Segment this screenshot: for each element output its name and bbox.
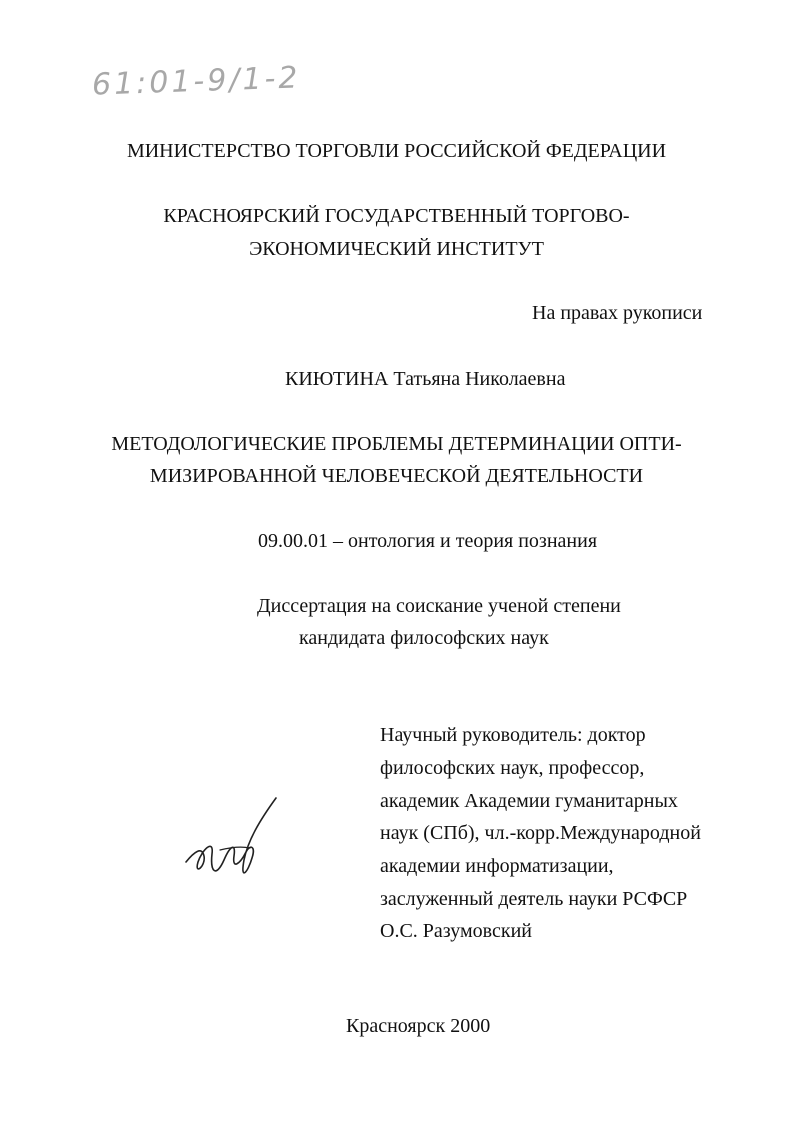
degree-line2: кандидата философских наук bbox=[299, 627, 549, 649]
handwritten-signature bbox=[180, 790, 290, 885]
manuscript-rights-note: На правах рукописи bbox=[532, 302, 703, 324]
city-and-year: Красноярск 2000 bbox=[346, 1015, 491, 1037]
author-name: КИЮТИНА Татьяна Николаевна bbox=[285, 368, 566, 390]
supervisor-line: философских наук, профессор, bbox=[380, 757, 645, 779]
dissertation-title-line2: МИЗИРОВАННОЙ ЧЕЛОВЕЧЕСКОЙ ДЕЯТЕЛЬНОСТИ bbox=[149, 465, 644, 487]
supervisor-line: академик Академии гуманитарных bbox=[380, 790, 678, 812]
ministry-name: МИНИСТЕРСТВО ТОРГОВЛИ РОССИЙСКОЙ ФЕДЕРАЦИИ bbox=[126, 140, 667, 162]
supervisor-line: Научный руководитель: доктор bbox=[380, 724, 646, 746]
specialty-code: 09.00.01 – онтология и теория познания bbox=[258, 530, 598, 552]
supervisor-line: наук (СПб), чл.-корр.Международной bbox=[380, 822, 701, 844]
dissertation-title-line1: МЕТОДОЛОГИЧЕСКИЕ ПРОБЛЕМЫ ДЕТЕРМИНАЦИИ ОПТИ- bbox=[111, 433, 682, 455]
supervisor-line: заслуженный деятель науки РСФСР bbox=[380, 888, 688, 910]
archive-stamp: 61:01-9/1-2 bbox=[91, 60, 302, 103]
supervisor-line: академии информатизации, bbox=[380, 855, 614, 877]
degree-line1: Диссертация на соискание ученой степени bbox=[257, 595, 621, 617]
institute-name-line2: ЭКОНОМИЧЕСКИЙ ИНСТИТУТ bbox=[249, 238, 544, 260]
institute-name-line1: КРАСНОЯРСКИЙ ГОСУДАРСТВЕННЫЙ ТОРГОВО- bbox=[163, 205, 630, 227]
supervisor-name: О.С. Разумовский bbox=[380, 920, 532, 942]
